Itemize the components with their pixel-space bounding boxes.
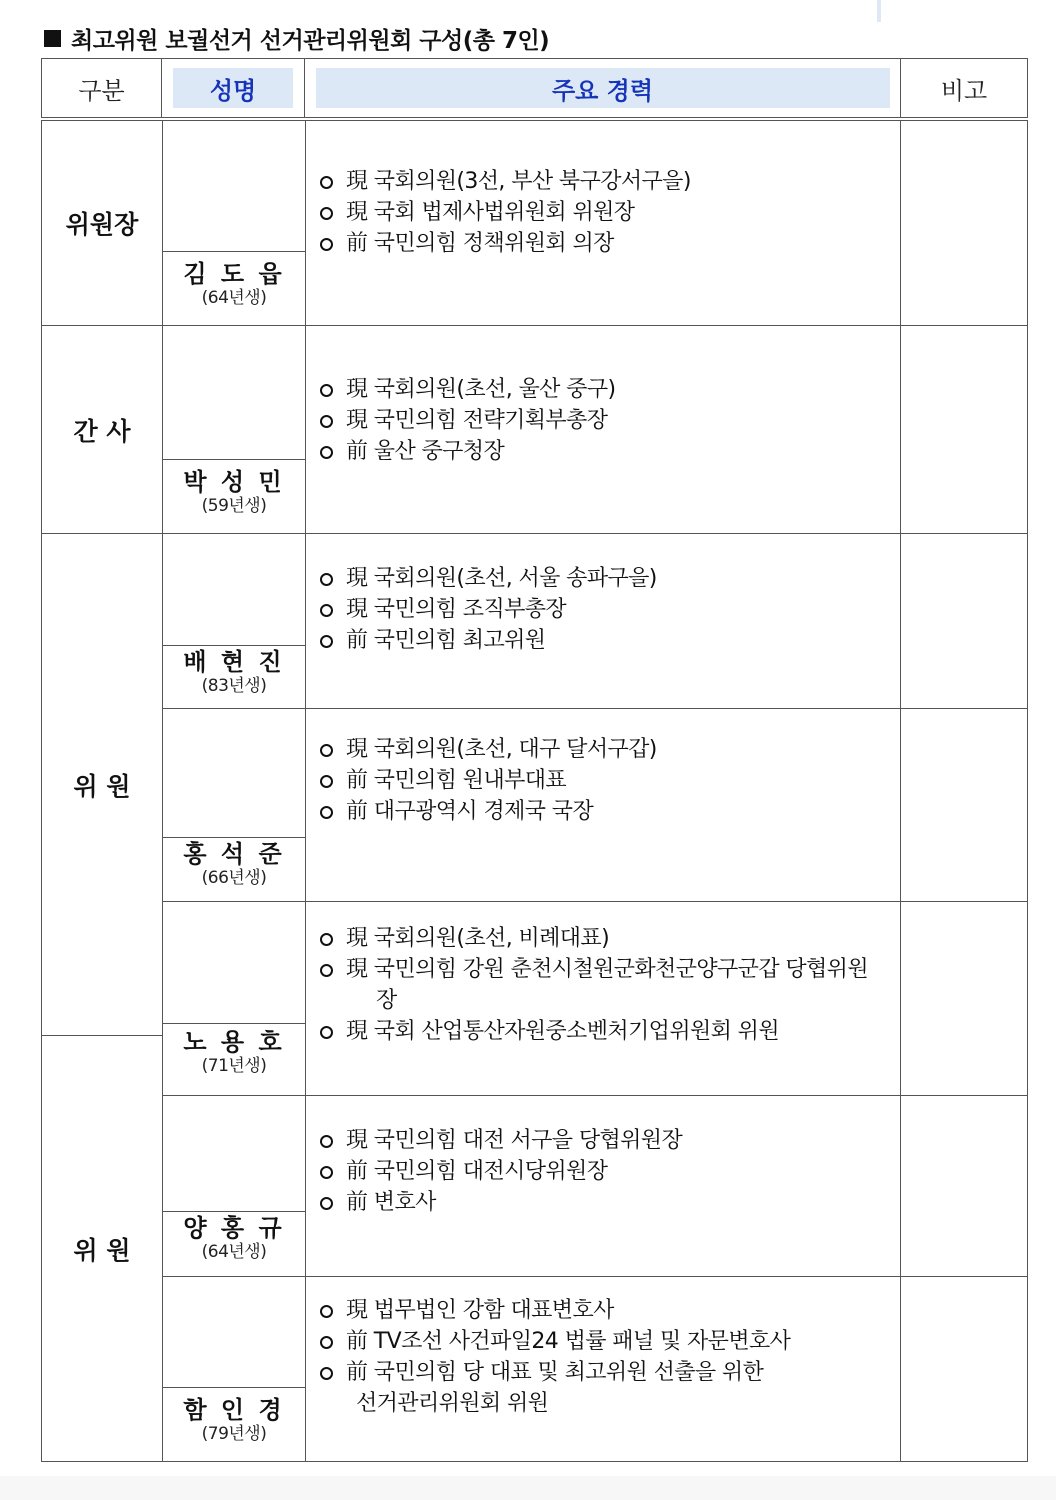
category-member: 위 원 (73, 771, 131, 801)
circle-bullet-icon (320, 1367, 333, 1380)
career-item: 現 국회의원(초선, 서울 송파구을) (320, 563, 900, 594)
career-item: 前 국민의힘 대전시당위원장 (320, 1156, 900, 1187)
col-divider (900, 121, 901, 1461)
career-item: 現 국회의원(초선, 울산 중구) (320, 374, 900, 405)
career-item: 前 국민의힘 정책위원회 의장 (320, 228, 900, 259)
header-category: 구분 (42, 59, 162, 117)
career-item: 現 법무법인 강함 대표변호사 (320, 1295, 900, 1326)
circle-bullet-icon (320, 238, 333, 251)
career-list (306, 1277, 900, 1461)
career-item: 前 울산 중구청장 (320, 436, 900, 467)
square-bullet-icon (44, 30, 61, 47)
page-bottom-band (0, 1476, 1056, 1500)
circle-bullet-icon (320, 1197, 333, 1210)
member-birth-year: (66년생) (201, 868, 267, 888)
member-name-cell (163, 646, 305, 708)
circle-bullet-icon (320, 635, 333, 648)
header-career: 주요 경력 (316, 68, 890, 108)
header-name-cell (162, 59, 305, 117)
section-heading-text: 최고위원 보궐선거 선거관리위원회 구성(총 7인) (71, 28, 550, 54)
career-item: 現 국회의원(초선, 대구 달서구갑) (320, 734, 900, 765)
career-item-continuation: 장 (376, 987, 397, 1013)
circle-bullet-icon (320, 1305, 333, 1318)
top-accent-bar (877, 0, 881, 22)
member-name: 박 성 민 (183, 468, 285, 496)
member-name-cell (163, 460, 305, 533)
member-birth-year: (64년생) (201, 1242, 267, 1262)
circle-bullet-icon (320, 446, 333, 459)
career-item: 現 국민의힘 강원 춘천시철원군화천군양구군갑 당협위원 장 (320, 954, 900, 1016)
circle-bullet-icon (320, 744, 333, 757)
section-heading (44, 22, 549, 56)
member-birth-year: (79년생) (201, 1424, 267, 1444)
career-item: 前 국민의힘 최고위원 (320, 625, 900, 656)
circle-bullet-icon (320, 604, 333, 617)
circle-bullet-icon (320, 1336, 333, 1349)
circle-bullet-icon (320, 384, 333, 397)
member-name-cell (163, 1388, 305, 1461)
category-chair: 위원장 (65, 210, 139, 239)
member-birth-year: (83년생) (201, 676, 267, 696)
member-name-cell (163, 252, 305, 325)
career-item: 現 국민의힘 조직부총장 (320, 594, 900, 625)
category-member: 위 원 (73, 1235, 131, 1265)
member-name: 함 인 경 (183, 1396, 285, 1424)
career-list (306, 1096, 900, 1276)
member-name-cell (163, 1212, 305, 1276)
member-name: 배 현 진 (183, 648, 285, 676)
circle-bullet-icon (320, 775, 333, 788)
career-item: 前 TV조선 사건파일24 법률 패널 및 자문변호사 (320, 1326, 900, 1357)
career-item: 前 변호사 (320, 1187, 900, 1218)
career-item: 現 국민의힘 전략기획부총장 (320, 405, 900, 436)
career-list (306, 534, 900, 708)
career-item: 現 국민의힘 대전 서구을 당협위원장 (320, 1125, 900, 1156)
header-name: 성명 (173, 68, 293, 108)
career-item: 現 국회 산업통산자원중소벤처기업위원회 위원 (320, 1016, 900, 1047)
member-name: 노 용 호 (183, 1028, 285, 1056)
career-list (306, 902, 900, 1095)
member-birth-year: (71년생) (201, 1056, 267, 1076)
member-birth-year: (59년생) (201, 496, 267, 516)
circle-bullet-icon (320, 964, 333, 977)
career-item: 前 대구광역시 경제국 국장 (320, 796, 900, 827)
career-item: 現 국회 법제사법위원회 위원장 (320, 197, 900, 228)
circle-bullet-icon (320, 176, 333, 189)
table-header (41, 58, 1028, 118)
category-secretary: 간 사 (73, 416, 131, 446)
member-name-cell (163, 838, 305, 901)
career-list (306, 121, 900, 325)
career-item: 前 국민의힘 당 대표 및 최고위원 선출을 위한 선거관리위원회 위원 (320, 1357, 900, 1419)
header-note: 비고 (940, 76, 988, 105)
career-item: 前 국민의힘 원내부대표 (320, 765, 900, 796)
member-name: 김 도 읍 (183, 260, 285, 288)
circle-bullet-icon (320, 415, 333, 428)
circle-bullet-icon (320, 1166, 333, 1179)
career-item: 現 국회의원(3선, 부산 북구강서구을) (320, 166, 900, 197)
circle-bullet-icon (320, 806, 333, 819)
member-birth-year: (64년생) (201, 288, 267, 308)
committee-table (41, 120, 1028, 1462)
career-item: 現 국회의원(초선, 비례대표) (320, 923, 900, 954)
career-list (306, 709, 900, 901)
circle-bullet-icon (320, 1026, 333, 1039)
member-name-cell (163, 1024, 305, 1095)
member-name: 홍 석 준 (183, 840, 285, 868)
circle-bullet-icon (320, 933, 333, 946)
career-list (306, 326, 900, 533)
member-name: 양 홍 규 (183, 1214, 285, 1242)
header-career-cell (305, 59, 901, 117)
circle-bullet-icon (320, 573, 333, 586)
circle-bullet-icon (320, 207, 333, 220)
career-item-continuation: 선거관리위원회 위원 (356, 1391, 549, 1416)
circle-bullet-icon (320, 1135, 333, 1148)
